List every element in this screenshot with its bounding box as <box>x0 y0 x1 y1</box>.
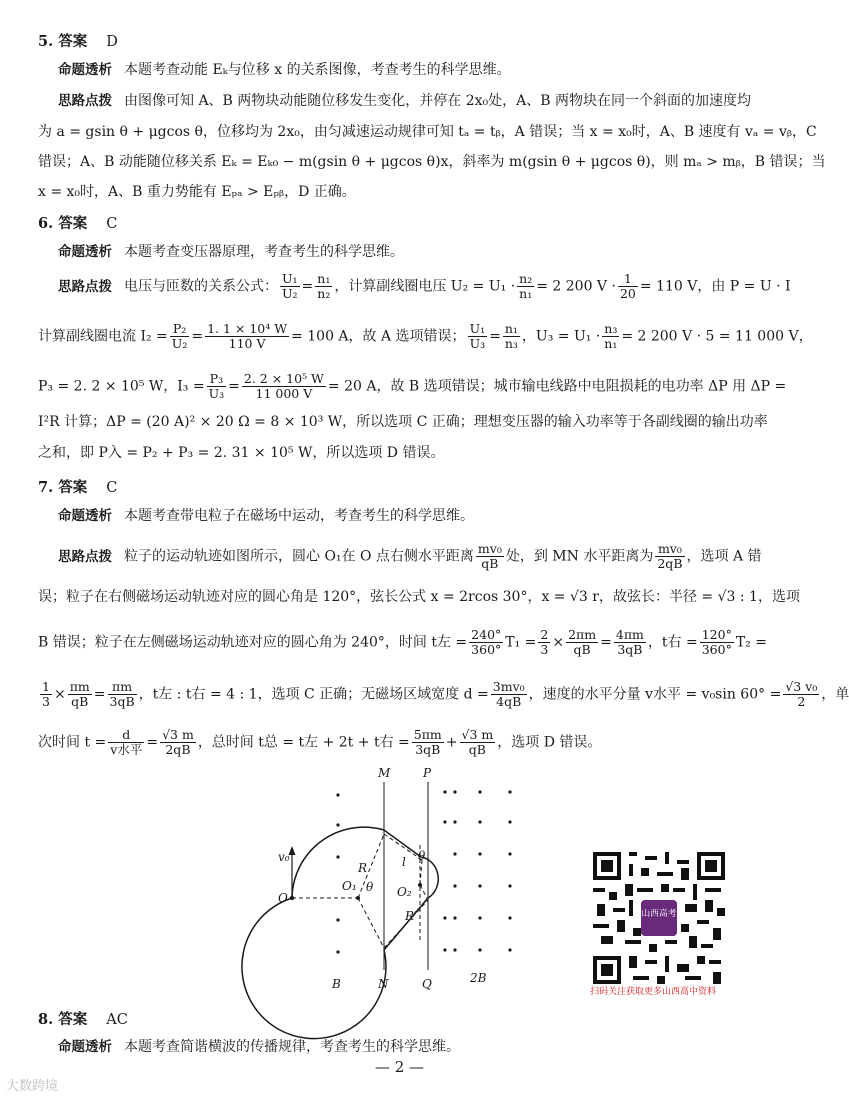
q7-fraction: $\frac{d}{\text{v水平}}$ <box>110 727 143 757</box>
q7-fraction: $\frac{\pi m}{qB}$ <box>69 679 90 709</box>
watermark: 大数跨境 <box>6 1079 59 1094</box>
label-2B: 2B <box>470 971 487 985</box>
label-O: O <box>278 891 288 905</box>
q7-answer-label: 答案 <box>58 479 88 496</box>
magnetic-field-diagram <box>270 760 520 1000</box>
q6-fraction: $\frac{\text{n₁}}{\text{n₃}}$ <box>504 321 518 351</box>
q7-tag-hint: 思路点拨 <box>58 548 112 565</box>
label-l: l <box>402 855 406 869</box>
q7-fraction: $\frac{240^\circ}{360^\circ}$ <box>471 627 502 657</box>
q7-fraction: $\frac{2}{3}$ <box>540 627 549 657</box>
q6-tag-analysis: 命题透析 <box>58 244 112 260</box>
q5-hint-line4: x = x₀时，A、B 重力势能有 Eₚₐ > Eₚᵦ，D 正确。 <box>38 184 356 200</box>
label-N: N <box>378 977 389 991</box>
q5-answer-label: 答案 <box>58 33 88 50</box>
label-theta-1: θ <box>366 880 374 894</box>
q6-tag-hint: 思路点拨 <box>58 278 112 295</box>
q6-fraction: $\frac{\text{P₂}}{\text{U₂}}$ <box>171 321 188 351</box>
qr-center-text: 山西高考 <box>641 909 677 919</box>
q6-hint-line3: P₃ = 2. 2 × 10⁵ W，I₃ = $\frac{\text{P₃}}{\text{U₃}}$ = $\frac{\text{2. 2 × 10⁵ W}}{11 000 V}$ = 20 A，故 B 选项错误；城市输电线路中电阻损耗的电功率 ΔP 用 ΔP = <box>38 371 787 401</box>
particle-trajectory <box>242 827 438 1038</box>
q7-fraction: $\frac{\text{3mv₀}}{4qB}$ <box>492 679 525 709</box>
point-O1 <box>356 896 360 900</box>
q6-fraction: $\frac{\text{n₂}}{\text{n₁}}$ <box>519 271 533 301</box>
q8-number: 8. <box>38 1011 54 1028</box>
q6-analysis-text: 本题考查变压器原理，考查考生的科学思维。 <box>124 244 404 260</box>
point-O <box>290 896 294 900</box>
q6-analysis <box>58 242 765 262</box>
q6-fraction: $\frac{\text{2. 2 × 10⁵ W}}{11 000 V}$ <box>243 371 324 401</box>
q5-tag-hint: 思路点拨 <box>58 93 112 109</box>
q7-fraction: $\frac{5\pi m}{3qB}$ <box>413 727 442 757</box>
label-R: R <box>358 861 368 875</box>
q6-fraction: $\frac{\text{U₁}}{\text{U₂}}$ <box>282 271 298 301</box>
q7-hint-line5: 次时间 t = $\frac{d}{\text{v水平}}$ = $\frac{√3 m}{2qB}$ ，总时间 t总 = t左 + 2t + t右 = $\frac{5\pi m}{3qB}$ + $\frac{√3 m}{qB}$ ，选项 D 错误。 <box>38 727 602 757</box>
q6-answer-label: 答案 <box>58 215 88 232</box>
label-theta-2: θ <box>418 849 426 863</box>
q7-fraction: $\frac{\pi m}{3qB}$ <box>109 679 135 709</box>
q7-fraction: $\frac{\text{mv₀}}{2qB}$ <box>657 541 683 571</box>
q6-fraction: $\frac{\text{P₃}}{\text{U₃}}$ <box>208 371 225 401</box>
field-dots-right <box>443 790 511 951</box>
q5-heading <box>38 30 118 51</box>
q7-fraction: $\frac{120^\circ}{360^\circ}$ <box>701 627 732 657</box>
q8-tag-analysis: 命题透析 <box>58 1039 112 1055</box>
q6-number: 6. <box>38 215 54 232</box>
label-v0: v₀ <box>278 850 290 864</box>
q7-fraction: $\frac{\text{√3 v₀}}{2}$ <box>785 679 818 709</box>
q7-hint-line2: 误；粒子在右侧磁场运动轨迹对应的圆心角是 120°，弦长公式 x = 2rcos 30°，x = √3 r，故弦长：半径 = √3 : 1，选项 <box>38 589 800 605</box>
qr-caption: 扫码关注获取更多山西高中资料 <box>590 987 717 997</box>
q5-hint-text1: 由图像可知 A、B 两物块动能随位移发生变化，并停在 2x₀处，A、B 两物块在同一个斜面的加速度均 <box>124 93 752 109</box>
q7-fraction: $\frac{1}{3}$ <box>42 679 50 709</box>
q7-tag-analysis: 命题透析 <box>58 508 112 524</box>
q5-hint-line2: 为 a = gsin θ + μgcos θ，位移均为 2x₀，由匀减速运动规律可知 tₐ = tᵦ，A 错误；当 x = x₀时，A、B 速度有 vₐ = vᵦ，C <box>38 124 817 140</box>
page-number: — 2 — <box>374 1058 425 1076</box>
q5-analysis-text: 本题考查动能 Eₖ与位移 x 的关系图像，考查考生的科学思维。 <box>124 62 511 78</box>
q7-hint-line1: 思路点拨 粒子的运动轨迹如图所示，圆心 O₁在 O 点右侧水平距离 $\frac{\text{mv₀}}{qB}$ 处，到 MN 水平距离为 $\frac{\text{mv₀}}{2qB}$ ，选项 A 错 <box>58 541 762 571</box>
q6-fraction: $\frac{\text{1. 1 × 10⁴ W}}{110 V}$ <box>207 321 288 351</box>
label-P: P <box>423 766 432 780</box>
q7-number: 7. <box>38 479 54 496</box>
q5-answer: D <box>106 34 118 50</box>
q5-number: 5. <box>38 33 54 50</box>
q7-analysis-text: 本题考查带电粒子在磁场中运动，考查考生的科学思维。 <box>124 508 474 524</box>
q7-answer: C <box>106 480 118 496</box>
q7-hint-line4: $\frac{1}{3}$ × $\frac{\pi m}{qB}$ = $\frac{\pi m}{3qB}$ ，t左 : t右 = 4 : 1，选项 C 正确；无磁场区域宽度 d = $\frac{\text{3mv₀}}{4qB}$ ，速度的水平分量 v水平 = v₀sin 60° = $\frac{\text{√3 v₀}}{2}$ ，单 <box>42 679 849 709</box>
q6-answer: C <box>106 216 118 232</box>
label-Q: Q <box>422 977 432 991</box>
q7-analysis <box>58 506 765 526</box>
q7-fraction: $\frac{√3 m}{2qB}$ <box>162 727 194 757</box>
q5-tag-analysis: 命题透析 <box>58 62 112 78</box>
q6-text: 电压与匝数的关系公式： <box>124 278 278 295</box>
q6-hint-line4: I²R 计算；ΔP = (20 A)² × 20 Ω = 8 × 10³ W，所以选项 C 正确；理想变压器的输入功率等于各副线圈的输出功率 <box>38 414 768 430</box>
q7-hint-line3: B 错误；粒子在左侧磁场运动轨迹对应的圆心角为 240°，时间 t左 = $\frac{240^\circ}{360^\circ}$ T₁ = $\frac{2}{3}$ × $\frac{2\pi m}{qB}$ = $\frac{4\pi m}{3qB}$ ，t右 = $\frac{120^\circ}{360^\circ}$ T₂ = <box>38 627 767 657</box>
q5-hint-line1 <box>58 91 765 111</box>
qr-code[interactable] <box>593 852 725 984</box>
q8-analysis <box>58 1037 765 1057</box>
q8-answer: AC <box>106 1012 128 1028</box>
label-R-prime: R′ <box>405 909 417 923</box>
q6-fraction: $\frac{\text{n₃}}{\text{n₁}}$ <box>604 321 618 351</box>
label-M: M <box>378 766 391 780</box>
label-O1: O₁ <box>342 879 357 893</box>
q7-fraction: $\frac{4\pi m}{3qB}$ <box>615 627 644 657</box>
point-O2 <box>418 883 422 887</box>
q8-answer-label: 答案 <box>58 1011 88 1028</box>
q6-heading <box>38 212 117 233</box>
q7-fraction: $\frac{√3 m}{qB}$ <box>461 727 494 757</box>
q6-hint-line1: 思路点拨 电压与匝数的关系公式： $\frac{\text{U₁}}{\text{U₂}}$ = $\frac{\text{n₁}}{\text{n₂}}$ ，计算副线圈电压 U₂ = U₁ · $\frac{\text{n₂}}{\text{n₁}}$ = 2 200 V · $\frac{1}{20}$ = 110 V，由 P = U · I <box>58 271 791 301</box>
q6-fraction: $\frac{1}{20}$ <box>619 271 636 301</box>
q5-analysis <box>58 60 765 80</box>
q5-hint-line3: 错误；A、B 动能随位移关系 Eₖ = Eₖ₀ − m(gsin θ + μgcos θ)x，斜率为 m(gsin θ + μgcos θ)，则 mₐ > mᵦ，B 错误；当 <box>38 154 826 170</box>
q7-fraction: $\frac{2\pi m}{qB}$ <box>568 627 597 657</box>
label-O2: O₂ <box>397 885 412 899</box>
q6-hint-line2: 计算副线圈电流 I₂ = $\frac{\text{P₂}}{\text{U₂}}$ = $\frac{\text{1. 1 × 10⁴ W}}{110 V}$ = 100 A，故 A 选项错误； $\frac{\text{U₁}}{\text{U₃}}$ = $\frac{\text{n₁}}{\text{n₃}}$ ，U₃ = U₁ · $\frac{\text{n₃}}{\text{n₁}}$ = 2 200 V · 5 = 11 000 V， <box>38 321 813 351</box>
q8-heading <box>38 1008 128 1029</box>
q7-fraction: $\frac{\text{mv₀}}{qB}$ <box>477 541 502 571</box>
q6-fraction: $\frac{\text{U₁}}{\text{U₃}}$ <box>469 321 486 351</box>
label-B: B <box>332 977 341 991</box>
q7-heading <box>38 476 117 497</box>
q6-hint-line5: 之和，即 P入 = P₂ + P₃ = 2. 31 × 10⁵ W，所以选项 D 错误。 <box>38 445 445 461</box>
q6-fraction: $\frac{\text{n₁}}{\text{n₂}}$ <box>317 271 331 301</box>
field-dots-left <box>336 793 339 953</box>
q8-analysis-text: 本题考查简谐横波的传播规律，考查考生的科学思维。 <box>124 1039 460 1055</box>
